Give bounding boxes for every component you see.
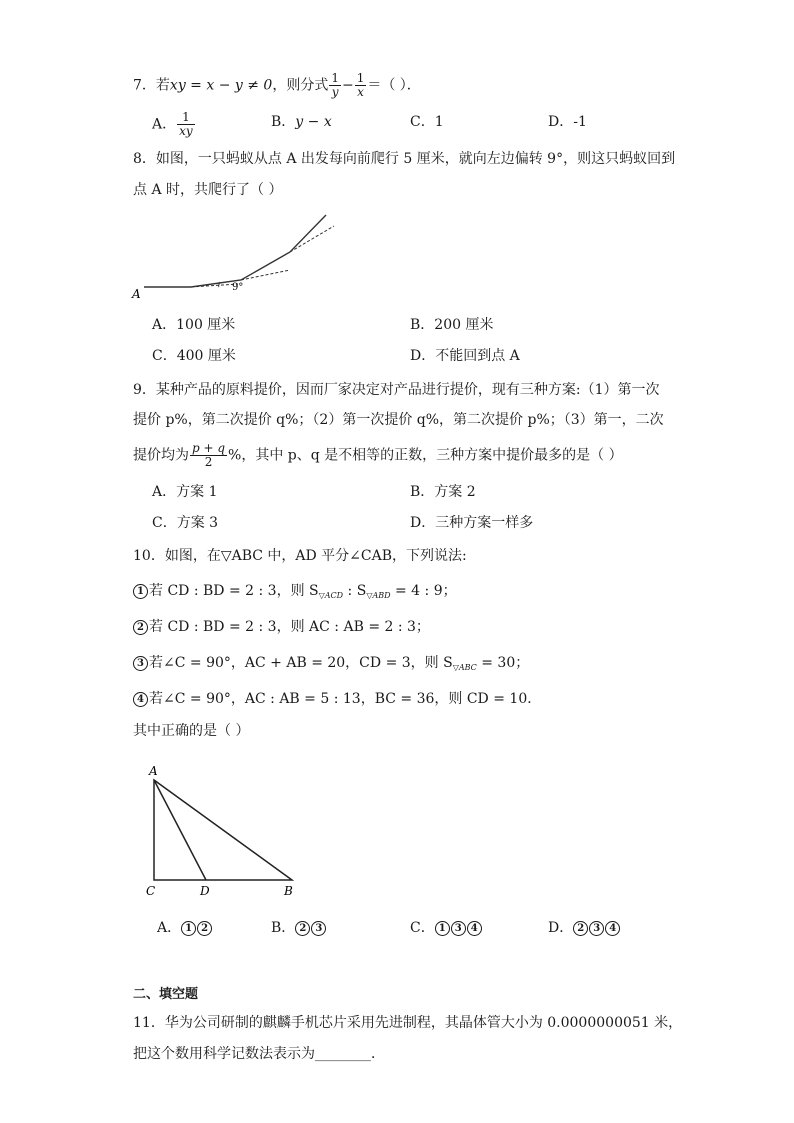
q9-line1: 9．某种产品的原料提价，因而厂家决定对产品进行提价，现有三种方案:（1）第一次 [133, 382, 660, 398]
q7-option-c: C．1 [410, 114, 444, 130]
q9-option-a: A．方案 1 [152, 484, 218, 500]
q10-question: 其中正确的是（ ） [133, 723, 250, 739]
q9-option-d: D．三种方案一样多 [410, 515, 534, 531]
q10-triangle-figure [140, 760, 310, 900]
q7-option-a: A． $\frac{1}{xy}$ [152, 110, 193, 138]
q8-figure [128, 208, 343, 303]
q10-statement-4: 4 若∠C = 90°，AC : AB = 5 : 13，BC = 36，则 CD = 10． [133, 689, 541, 709]
q8-option-d: D．不能回到点 A [410, 348, 520, 364]
q11-line1: 11．华为公司研制的麒麟手机芯片采用先进制程，其晶体管大小为 0.0000000051 米， [133, 1015, 683, 1031]
q8-option-c: C．400 厘米 [152, 348, 236, 364]
q9-option-c: C．方案 3 [152, 515, 219, 531]
label-b: B [284, 884, 293, 898]
q9-line2: 提价 p%，第二次提价 q%；（2）第一次提价 q%，第二次提价 p%；（3）第一，二次 [133, 412, 664, 428]
q9-line3: 提价均为 $\frac{p + q}{2}$ %，其中 p、q 是不相等的正数，三种方案中提价最多的是（ ） [133, 441, 623, 469]
q7-condition: xy = x − y ≠ 0 [169, 77, 273, 94]
label-c: C [146, 884, 156, 898]
q7-option-b: B．y − x [271, 114, 332, 130]
angle-label: 9° [232, 282, 244, 293]
q10-stem: 10．如图，在▽ABC 中，AD 平分∠CAB，下列说法: [133, 548, 467, 564]
ant-path [144, 215, 326, 287]
q9-fraction: $\frac{p + q}{2}$ [192, 441, 226, 469]
section-title: 二、填空题 [133, 987, 199, 1002]
q10-option-d: D． 2 3 4 [548, 918, 621, 938]
q10-statement-1: 1 若 CD : BD = 2 : 3，则 $S_{▽ACD}$ : $S_{▽ABD} = 4$ : 9； [133, 581, 457, 606]
label-a: A [149, 764, 158, 778]
label-d: D [200, 884, 210, 898]
triangle-abc [154, 780, 292, 880]
q10-statement-2: 2 若 CD : BD = 2 : 3，则 AC : AB = 2 : 3； [133, 617, 430, 637]
q10-statement-3: 3 若∠C = 90°，AC + AB = 20，CD = 3，则 $S_{▽ABC} = 30$； [133, 653, 529, 678]
bisector-ad [154, 780, 206, 880]
q8-option-a: A．100 厘米 [152, 317, 236, 333]
q10-option-c: C． 1 3 4 [410, 918, 483, 938]
q7-stem: 7．若xy = x − y ≠ 0，则分式 $\frac{1}{y}$ − $\frac{1}{x}$ ＝（ ）． [133, 71, 421, 99]
q10-option-b: B． 2 3 [271, 918, 327, 938]
q11-line2: 把这个数用科学记数法表示为________． [133, 1046, 385, 1062]
point-a-label: A [132, 287, 141, 301]
q10-option-a: A． 1 2 [157, 918, 213, 938]
q7-frac2: $\frac{1}{x}$ [356, 71, 365, 99]
q8-option-b: B．200 厘米 [410, 317, 494, 333]
q9-option-b: B．方案 2 [410, 484, 476, 500]
q7-option-d: D．-1 [548, 114, 587, 130]
q7-frac1: $\frac{1}{y}$ [331, 71, 339, 99]
q8-line1: 8．如图，一只蚂蚁从点 A 出发每向前爬行 5 厘米，就向左边偏转 9°，则这只蚂蚁回到 [133, 151, 676, 167]
q8-line2: 点 A 时，共爬行了（ ） [133, 182, 283, 198]
